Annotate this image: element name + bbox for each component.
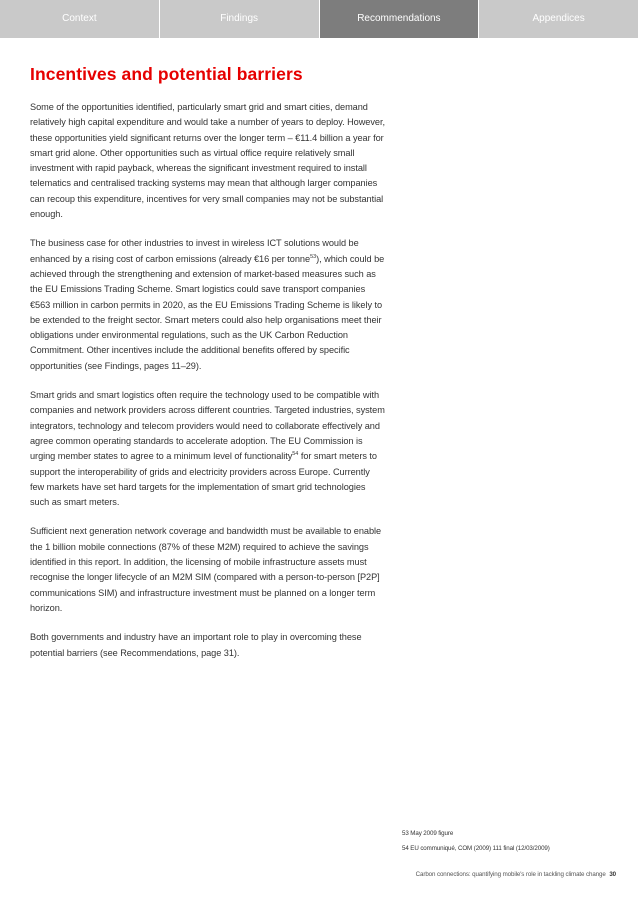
tab-recommendations[interactable]: Recommendations xyxy=(319,0,479,38)
paragraph-1: Some of the opportunities identified, particularly smart grid and smart cities, demand relatively high capital expenditure and would take a number of years to deploy. However, these opportunities yield significant returns over the longer term – €11.4 billion a year for smart grid alone. Other opportunities such as virtual office require relatively small investment with rapid payback, whereas the significant investment required to install telematics and centralised tracking systems may mean that although larger companies can recoup this expenditure, incentives for very small companies may not be substantial enough. xyxy=(30,102,385,220)
tab-findings[interactable]: Findings xyxy=(159,0,319,38)
footnote-ref-54: 54 xyxy=(292,451,299,458)
footnotes xyxy=(402,826,622,856)
paragraph-3 xyxy=(30,388,386,510)
paragraph-5: Both governments and industry have an important role to play in overcoming these potential barriers (see Recommendations, page 31). xyxy=(30,632,362,658)
footnote-54: 54 EU communiqué, COM (2009) 111 final (12/03/2009) xyxy=(402,845,550,852)
tab-context[interactable]: Context xyxy=(0,0,159,38)
tab-appendices[interactable]: Appendices xyxy=(478,0,638,38)
page-footer xyxy=(416,871,616,878)
paragraph-3-end: for smart meters to support the interoperability of grids and electricity providers across Europe. Currently few markets have set hard targets for the implementation of smart grid technologies such as smart meters. xyxy=(30,451,377,508)
paragraph-2 xyxy=(30,236,386,374)
section-title: Incentives and potential barriers xyxy=(30,64,303,84)
paragraph-4: Sufficient next generation network coverage and bandwidth must be available to enable the 1 billion mobile connections (87% of these M2M) required to achieve the savings identified in this report. In addition, the licensing of mobile infrastructure assets must recognise the longer lifecycle of an M2M SIM (compared with a person-to-person [P2P] communications SIM) and infrastructure investment must be planned on a longer term horizon. xyxy=(30,526,382,613)
paragraph-3-start: Smart grids and smart logistics often require the technology used to be compatible with companies and network providers across different countries. Targeted industries, system integrators, technology and telecom providers would need to collaborate effectively and agree common operating standards to accelerate adoption. The EU Commission is urging member states to agree to a minimum level of functionality xyxy=(30,390,385,462)
footnote-ref-53: 53 xyxy=(310,253,317,260)
paragraph-2-start: The business case for other industries to invest in wireless ICT solutions would be enhanced by a rising cost of carbon emissions (already €16 per tonne xyxy=(30,238,359,264)
top-nav-tabs xyxy=(0,0,638,38)
paragraph-2-end: ), which could be achieved through the strengthening and extension of market-based measures such as the EU Emissions Trading Scheme. Smart logistics could save transport companies €563 million in carbon permits in 2020, as the EU Emissions Trading Scheme is likely to be extended to the freight sector. Smart meters could also help organisations meet their obligations under environmental regulations, such as the UK Carbon Reduction Commitment. Other incentives include the additional benefits offered by specific opportunities (see Findings, pages 11–29). xyxy=(30,253,385,371)
footnote-53: 53 May 2009 figure xyxy=(402,830,454,837)
page-number: 30 xyxy=(609,871,616,878)
body-text xyxy=(30,100,386,675)
footer-title: Carbon connections: quantifying mobile's role in tackling climate change xyxy=(415,871,606,878)
